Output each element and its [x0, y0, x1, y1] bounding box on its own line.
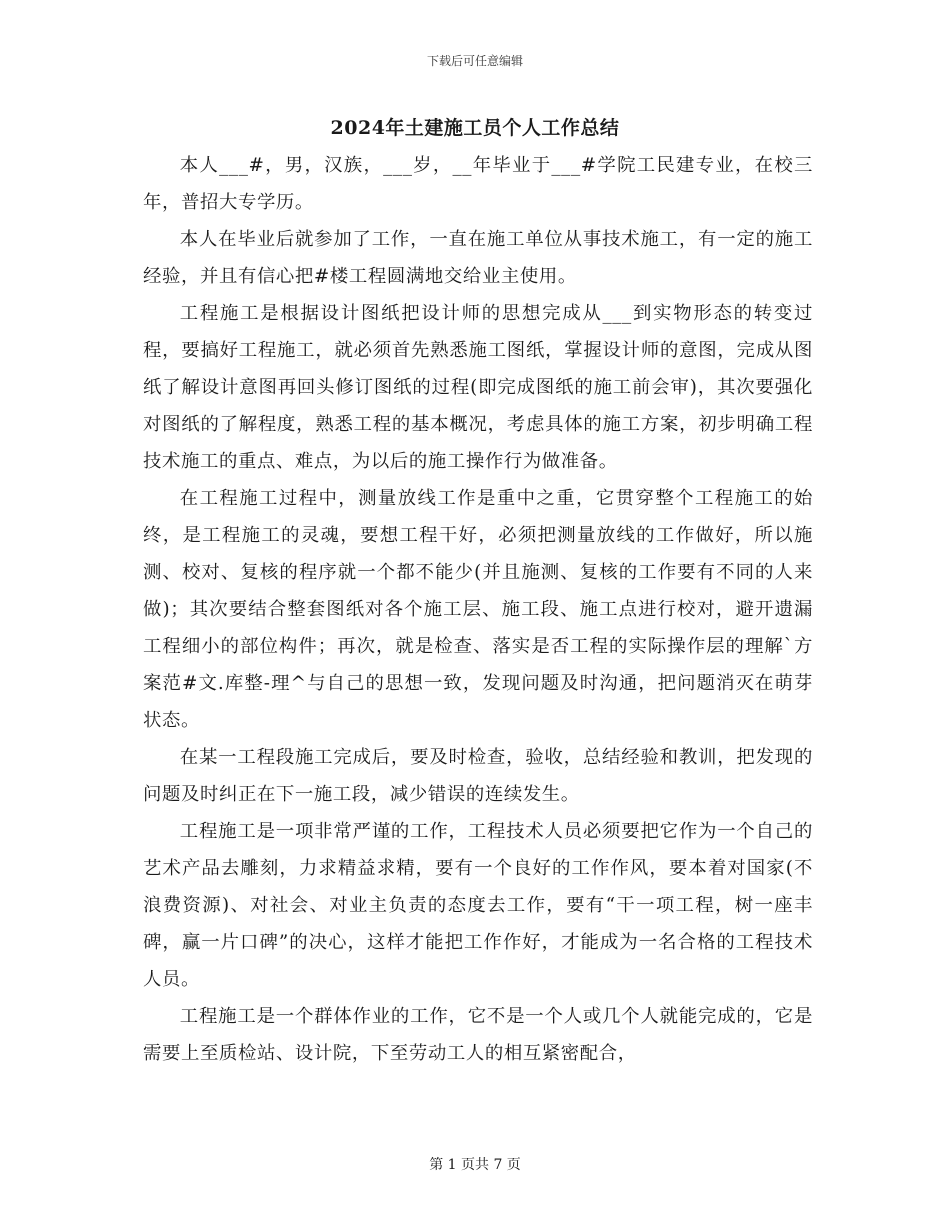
paragraph-inspection: 在某一工程段施工完成后，要及时检查，验收，总结经验和教训，把发现的问题及时纠正在下一施工段，减少错误的连续发生。	[143, 747, 813, 805]
paragraph-work-experience: 本人在毕业后就参加了工作，一直在施工单位从事技术施工，有一定的施工经验，并且有信心把#楼工程圆满地交给业主使用。	[143, 229, 813, 287]
page-number: 第 1 页共 7 页	[429, 1157, 521, 1173]
document-body	[143, 147, 813, 1072]
paragraph-drawings: 工程施工是根据设计图纸把设计师的思想完成从___到实物形态的转变过程，要搞好工程施工，就必须首先熟悉施工图纸，掌握设计师的意图，完成从图纸了解设计意图再回头修订图纸的过程(即完成图纸的施工前会审)，其次要强化对图纸的了解程度，熟悉工程的基本概况，考虑具体的施工方案，初步明确工程技术施工的重点、难点，为以后的施工操作行为做准备。	[143, 303, 813, 472]
document-title: 2024年土建施工员个人工作总结	[330, 117, 620, 139]
paragraph-survey-layout: 在工程施工过程中，测量放线工作是重中之重，它贯穿整个工程施工的始终，是工程施工的灵魂，要想工程干好，必须把测量放线的工作做好，所以施测、校对、复核的程序就一个都不能少(并且施测、复核的工作要有不同的人来做)；其次要结合整套图纸对各个施工层、施工段、施工点进行校对，避开遗漏工程细小的部位构件；再次，就是检查、落实是否工程的实际操作层的理解`方案范#文.库整-理^与自己的思想一致，发现问题及时沟通，把问题消灭在萌芽状态。	[143, 488, 813, 731]
paragraph-work-attitude: 工程施工是一项非常严谨的工作，工程技术人员必须要把它作为一个自己的艺术产品去雕刻，力求精益求精，要有一个良好的工作作风，要本着对国家(不浪费资源)、对社会、对业主负责的态度去工作，要有“干一项工程，树一座丰碑，赢一片口碑”的决心，这样才能把工作作好，才能成为一名合格的工程技术人员。	[143, 821, 813, 990]
page-header-note: 下载后可任意编辑	[426, 54, 523, 68]
paragraph-personal-info: 本人___#，男，汉族，___岁，__年毕业于___#学院工民建专业，在校三年，普招大专学历。	[143, 155, 813, 213]
paragraph-teamwork: 工程施工是一个群体作业的工作，它不是一个人或几个人就能完成的，它是需要上至质检站、设计院，下至劳动工人的相互紧密配合，	[143, 1006, 813, 1064]
